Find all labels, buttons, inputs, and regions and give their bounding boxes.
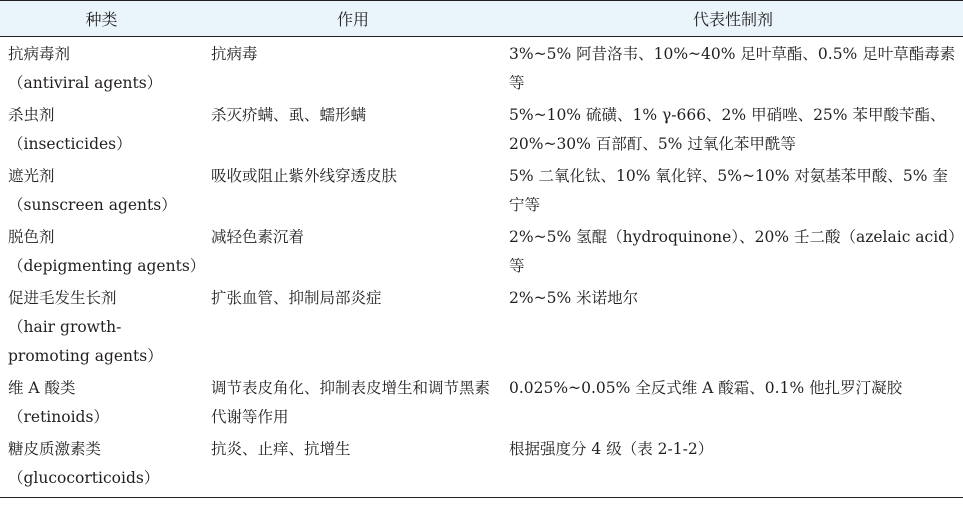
table-row (0, 37, 963, 99)
table-row (0, 220, 963, 281)
category-name: 促进毛发生长剂 (8, 289, 117, 307)
examples-cell: 5% 二氧化钛、10% 氧化锌、5%~10% 对氨基苯甲酸、5% 奎宁等 (509, 167, 948, 214)
category-english: （depigmenting agents） (8, 257, 206, 275)
category-cell (0, 159, 203, 220)
category-english: （glucocorticoids） (8, 469, 160, 487)
action-cell: 调节表皮角化、抑制表皮增生和调节黑素代谢等作用 (211, 379, 491, 426)
action-cell: 吸收或阻止紫外线穿透皮肤 (211, 167, 398, 185)
category-name: 维 A 酸类 (8, 379, 76, 397)
action-cell: 杀灭疥螨、虱、蠕形螨 (211, 106, 367, 124)
examples-cell: 3%~5% 阿昔洛韦、10%~40% 足叶草酯、0.5% 足叶草酯毒素等 (509, 45, 956, 92)
action-cell: 扩张血管、抑制局部炎症 (211, 289, 382, 307)
category-cell (0, 98, 203, 159)
examples-cell: 0.025%~0.05% 全反式维 A 酸霜、0.1% 他扎罗汀凝胶 (509, 379, 903, 397)
category-english: （sunscreen agents） (8, 196, 177, 214)
table-row (0, 432, 963, 498)
category-cell (0, 371, 203, 432)
category-name: 糖皮质激素类 (8, 440, 102, 458)
table-row (0, 159, 963, 220)
action-cell: 抗病毒 (211, 45, 258, 63)
category-cell (0, 220, 206, 281)
category-cell (0, 432, 203, 498)
action-cell: 抗炎、止痒、抗增生 (203, 432, 503, 498)
table-row (0, 281, 963, 371)
header-examples: 代表性制剂 (503, 1, 963, 37)
action-cell: 减轻色素沉着 (211, 228, 305, 246)
category-name: 脱色剂 (8, 228, 55, 246)
category-name: 抗病毒剂 (8, 45, 71, 63)
header-category: 种类 (0, 1, 203, 37)
category-english: （retinoids） (8, 408, 109, 426)
category-cell (0, 37, 203, 99)
examples-cell: 2%~5% 米诺地尔 (509, 289, 639, 307)
header-action: 作用 (203, 1, 503, 37)
category-english: （antiviral agents） (8, 74, 163, 92)
category-name: 杀虫剂 (8, 106, 55, 124)
category-name: 遮光剂 (8, 167, 55, 185)
category-english: （insecticides） (8, 135, 132, 153)
table-row (0, 98, 963, 159)
category-cell (0, 281, 203, 371)
table-row (0, 371, 963, 432)
category-english: （hair growth-promoting agents） (8, 318, 163, 365)
examples-cell: 5%~10% 硫磺、1% γ-666、2% 甲硝唑、25% 苯甲酸苄酯、20%~30% 百部酊、5% 过氧化苯甲酰等 (509, 106, 946, 153)
examples-cell: 根据强度分 4 级（表 2-1-2） (503, 432, 963, 498)
table-header-row (0, 1, 963, 37)
examples-cell: 2%~5% 氢醌（hydroquinone）、20% 壬二酸（azelaic acid）等 (509, 228, 956, 275)
